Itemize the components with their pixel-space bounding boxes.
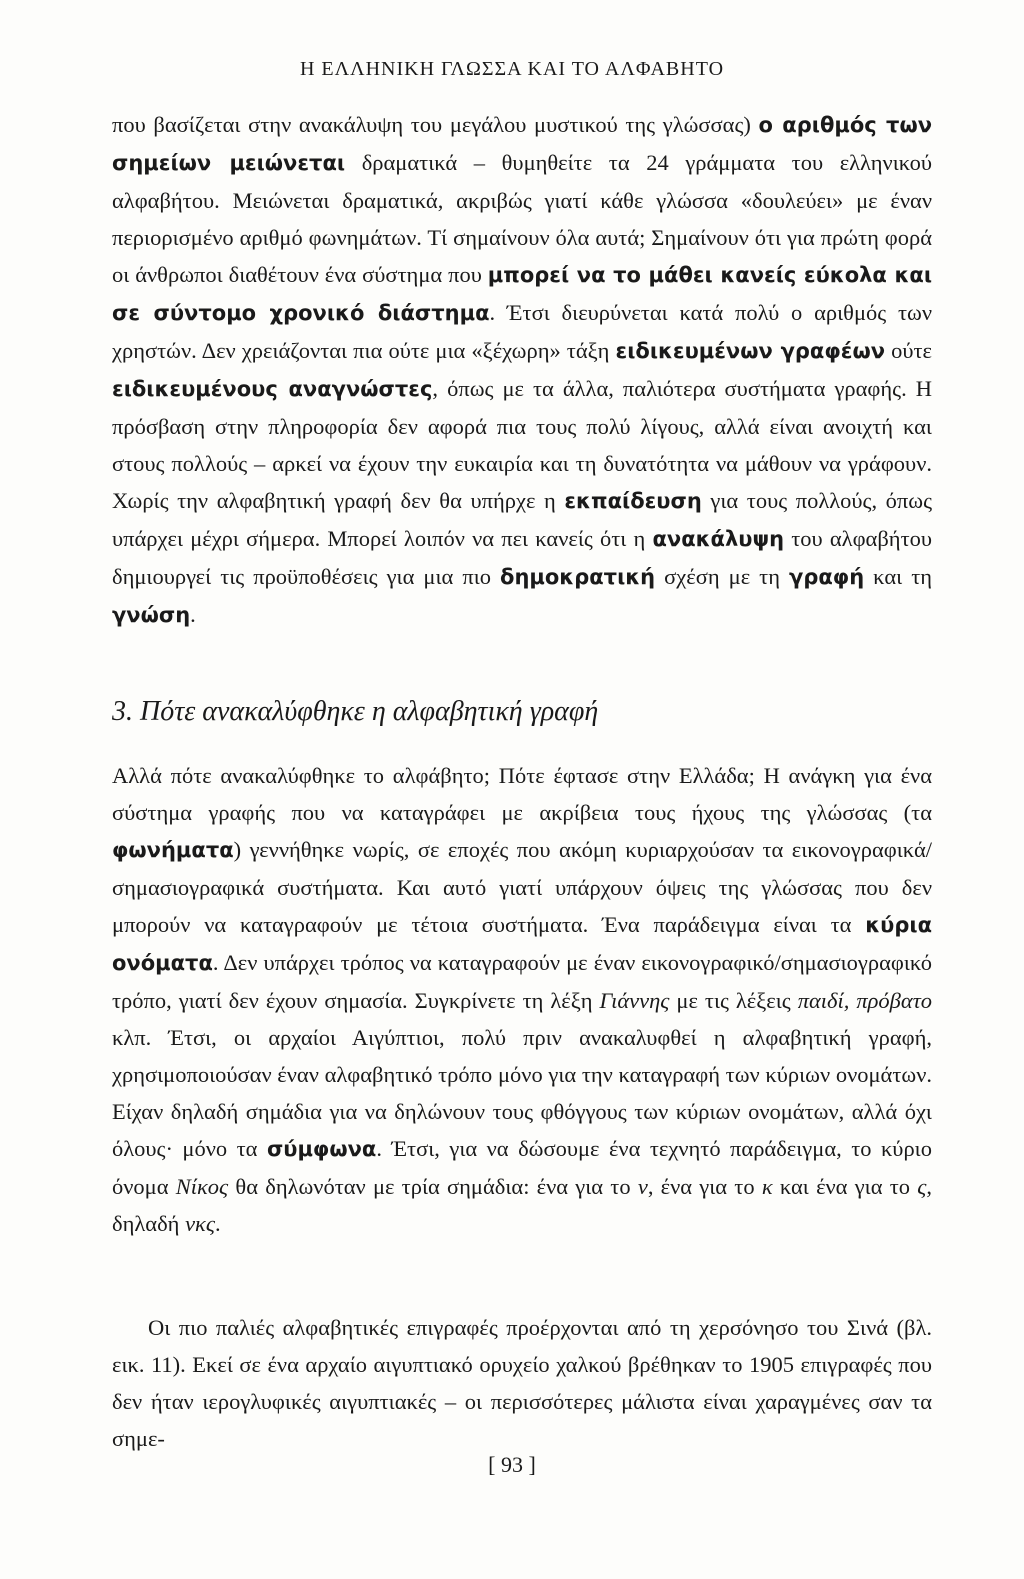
text-run: σχέση με τη — [655, 564, 790, 589]
italic-term: ς — [917, 1174, 927, 1199]
text-run: θα δηλωνόταν με τρία σημάδια: ένα για το — [228, 1174, 638, 1199]
running-head: Η ΕΛΛΗΝΙΚΗ ΓΛΩΣΣΑ ΚΑΙ ΤΟ ΑΛΦΑΒΗΤΟ — [299, 58, 725, 80]
text-run: ούτε — [885, 338, 932, 363]
text-run: . — [190, 602, 196, 627]
text-run: . Έτσι, για να δώσουμε ένα τεχνητό παράδειγμα, το κύριο όνομα — [112, 1136, 932, 1199]
text-run: ) γεννήθηκε νωρίς, σε εποχές που ακόμη κυριαρχούσαν τα εικονογραφικά/σημασιογραφικά συστήματα. Και αυτό γιατί υπάρχουν όψεις της γλώσσας που δεν μπορούν να καταγραφούν με τέτοια συστήματα. Ένα παράδειγμα είναι τα — [112, 837, 932, 937]
paragraph-alphabet-impact — [112, 106, 932, 634]
italic-term: ν — [637, 1174, 648, 1199]
text-run: . Δεν υπάρχει τρόπος να καταγραφούν με έναν εικονογραφικό/σημασιογραφικό τρόπο, γιατί δεν έχουν σημασία. Συγκρίνετε τη λέξη — [112, 950, 932, 1013]
text-run: Αλλά πότε ανακαλύφθηκε το αλφάβητο; Πότε έφτασε στην Ελλάδα; Η ανάγκη για ένα σύστημα γραφής που να καταγράφει με ακρίβεια τους ήχους της γλώσσας (τα — [112, 763, 932, 825]
bold-term: γνώση — [112, 603, 191, 627]
text-run: κλπ. Έτσι, οι αρχαίοι Αιγύπτιοι, πολύ πριν ανακαλυφθεί η αλφαβητική γραφή, χρησιμοποιούσαν έναν αλφαβητικό τρόπο μόνο για την καταγραφή των κύριων ονομάτων. Είχαν δηλαδή σημάδια για να δηλώνουν τους φθόγγους των κύριων ονομάτων, αλλά όχι όλους· μόνο τα — [112, 1025, 932, 1161]
text-run: . — [214, 1211, 221, 1236]
bold-term: ανακάλυψη — [652, 527, 785, 551]
bold-term: ειδικευμένων γραφέων — [615, 339, 886, 363]
bold-term: ειδικευμένους αναγνώστες — [112, 377, 433, 401]
page-number: [ 93 ] — [488, 1452, 536, 1477]
text-run: , δηλαδή — [112, 1174, 932, 1236]
italic-term: κ — [761, 1174, 773, 1199]
bold-term: σύμφωνα — [266, 1137, 377, 1161]
text-run: με τις λέξεις — [669, 988, 798, 1013]
paragraph-sinai-inscriptions — [112, 1309, 932, 1457]
italic-term: Γιάννης — [599, 988, 670, 1013]
bold-term: γραφή — [789, 565, 865, 589]
bold-term: μπορεί να το μάθει κανείς εύκολα και σε σύντομο χρονικό διάστημα — [112, 263, 932, 325]
text-run: , ένα για το — [647, 1174, 762, 1199]
text-run: που βασίζεται στην ανακάλυψη του μεγάλου μυστικού της γλώσσας) — [112, 112, 759, 137]
paragraph-when-discovered — [112, 757, 932, 1242]
bold-term: εκπαίδευση — [564, 489, 702, 513]
paragraph-text: Οι πιο παλιές αλφαβητικές επιγραφές προέρχονται από τη χερσόνησο του Σινά (βλ. εικ. 11). Εκεί σε ένα αρχαίο αιγυπτιακό ορυχείο χαλκού βρέθηκαν το 1905 επιγραφές που δεν ήταν ιερογλυφικές αιγυπτιακές – οι περισσότερες μάλιστα είναι χαραγμένες σαν τα σημε- — [112, 1315, 932, 1451]
text-run: δραματικά – θυμηθείτε τα 24 γράμματα του ελληνικού αλφαβήτου. Μειώνεται δραματικά, ακριβώς γιατί κάθε γλώσσα «δουλεύει» με έναν περιορισμένο αριθμό φωνημάτων. Τί σημαίνουν όλα αυτά; Σημαίνουν ότι για πρώτη φορά οι άνθρωποι διαθέτουν ένα σύστημα που — [112, 150, 932, 287]
text-run: του αλφαβήτου δημιουργεί τις προϋποθέσεις για μια πιο — [112, 526, 932, 589]
text-run: και ένα για το — [772, 1174, 918, 1199]
text-run: . Έτσι διευρύνεται κατά πολύ ο αριθμός των χρηστών. Δεν χρειάζονται πια ούτε μια «ξέχωρη» τάξη — [112, 300, 932, 363]
italic-term: Νίκος — [175, 1174, 229, 1199]
text-run: και τη — [864, 564, 932, 589]
text-run: , όπως με τα άλλα, παλιότερα συστήματα γραφής. Η πρόσβαση στην πληροφορία δεν αφορά πια τους πολύ λίγους, αλλά είναι ανοιχτή και στους πολλούς – αρκεί να έχουν την ευκαιρία και τη δυνατότητα να μάθουν να γράφουν. Χωρίς την αλφαβητική γραφή δεν θα υπήρχε η — [112, 376, 933, 513]
section-heading: 3. Πότε ανακαλύφθηκε η αλφαβητική γραφή — [112, 696, 599, 727]
bold-term: κύρια ονόματα — [112, 913, 932, 975]
bold-term: φωνήματα — [112, 838, 234, 862]
bold-term: δημοκρατική — [500, 565, 656, 589]
bold-term: ο αριθμός των σημείων μειώνεται — [112, 113, 933, 175]
italic-term: παιδί, πρόβατο — [797, 988, 933, 1013]
text-run: για τους πολλούς, όπως υπάρχει μέχρι σήμερα. Μπορεί λοιπόν να πει κανείς ότι η — [112, 488, 932, 551]
italic-term: νκς — [185, 1211, 215, 1236]
